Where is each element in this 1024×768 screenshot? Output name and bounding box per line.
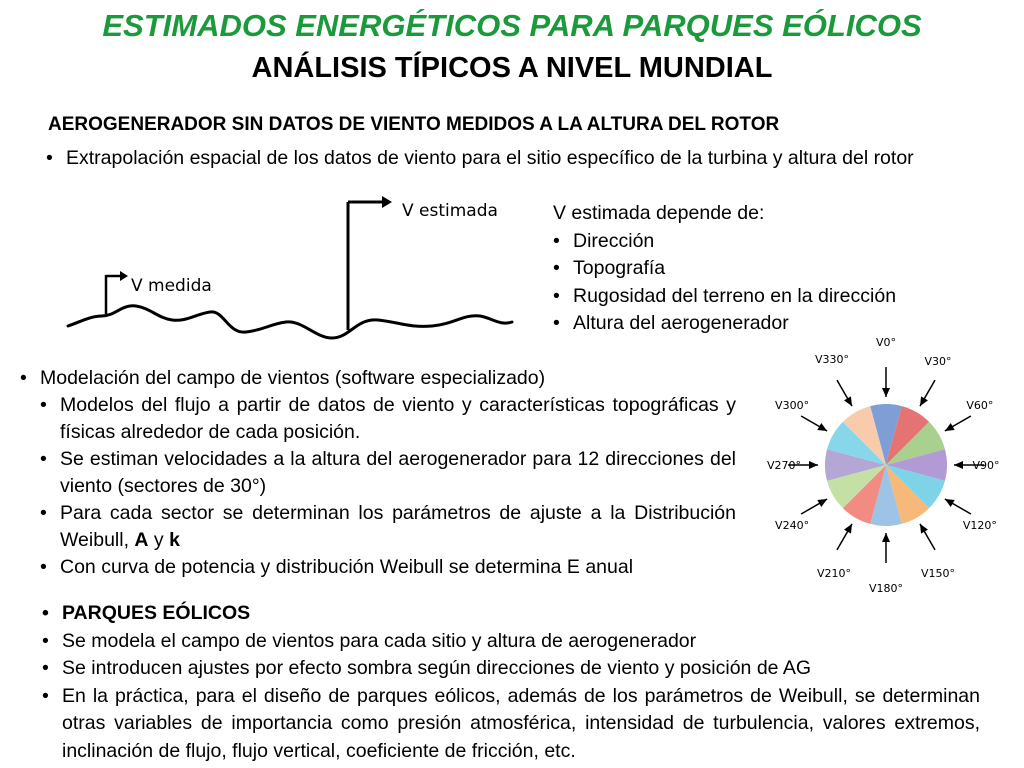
compass-direction-label: V330° [814, 353, 850, 367]
depends-intro: V estimada depende de: [553, 202, 765, 224]
modelacion-sub-bullet: • Se estiman velocidades a la altura del aerogenerador para 12 direcciones del viento (sectores de 30°) [40, 446, 736, 500]
compass-direction-label: V180° [868, 582, 904, 595]
compass-arrow-head [809, 461, 818, 469]
depends-block [553, 200, 896, 338]
parques-list [42, 600, 980, 765]
modelacion-sub-bullet [40, 500, 736, 554]
compass-direction-label: V30° [924, 355, 952, 369]
compass-arrow-head [882, 533, 890, 542]
weibull-param-k: k [169, 529, 180, 551]
page-subtitle: ANÁLISIS TÍPICOS A NIVEL MUNDIAL [251, 52, 773, 84]
compass-direction-label: V270° [766, 459, 802, 472]
modelacion-main-bullet: • Modelación del campo de vientos (software especializado) [20, 365, 736, 392]
compass-direction-label: V150° [920, 566, 956, 580]
depends-item: • Dirección [553, 228, 896, 256]
wind-sector-compass [766, 336, 1020, 595]
v-estimada-label: V estimada [402, 201, 498, 221]
modelacion-sub-bullet: • Modelos del flujo a partir de datos de viento y características topográficas y físicas alrededor de cada posición. [40, 392, 736, 446]
parques-item: • En la práctica, para el diseño de parques eólicos, además de los parámetros de Weibull, se determinan otras variables de importancia como presión atmosférica, intensidad de turbulencia, valores extremos, inclinación de flujo, flujo vertical, coeficiente de fricción, etc. [42, 683, 980, 766]
depends-item: • Rugosidad del terreno en la dirección [553, 283, 896, 311]
compass-arrow-head [882, 388, 890, 397]
parques-item: • Se introducen ajustes por efecto sombra según direcciones de viento y posición de AG [42, 655, 980, 683]
depends-item: • Topografía [553, 255, 896, 283]
compass-sectors [825, 404, 947, 526]
parques-item: • Se modela el campo de vientos para cada sitio y altura de aerogenerador [42, 628, 980, 656]
modelacion-block [20, 365, 736, 581]
depends-list [553, 228, 896, 338]
compass-direction-label: V90° [972, 459, 1000, 472]
parques-heading: • PARQUES EÓLICOS [42, 600, 980, 628]
modelacion-list [20, 365, 736, 392]
compass-arrow-head [954, 461, 963, 469]
compass-direction-label: V60° [966, 399, 994, 412]
compass-direction-label: V210° [816, 566, 852, 580]
v-estimada-arrow-head [382, 196, 392, 208]
modelacion-sub-bullet: • Con curva de potencia y distribución Weibull se determina E anual [40, 554, 736, 581]
section-heading-rotor: AEROGENERADOR SIN DATOS DE VIENTO MEDIDOS A LA ALTURA DEL ROTOR [48, 114, 780, 135]
v-medida-label: V medida [131, 276, 212, 296]
parques-block [42, 600, 980, 765]
v-medida-arrow-head [120, 271, 128, 281]
extrapolation-list [46, 145, 988, 172]
extrapolation-bullet: • Extrapolación espacial de los datos de viento para el sitio específico de la turbina y altura del rotor [46, 145, 988, 172]
depends-item: • Altura del aerogenerador [553, 310, 896, 338]
weibull-param-a: A [134, 529, 149, 551]
terrain-line [68, 306, 512, 338]
compass-direction-label: V300° [775, 399, 810, 412]
compass-direction-label: V240° [775, 519, 810, 532]
compass-direction-label: V120° [962, 519, 997, 532]
weibull-and: y [148, 529, 170, 551]
page-title: ESTIMADOS ENERGÉTICOS PARA PARQUES EÓLICOS [102, 8, 922, 43]
modelacion-sublist [40, 392, 736, 581]
weibull-text: Para cada sector se determinan los parámetros de ajuste a la Distribución Weibull, [60, 502, 736, 551]
compass-direction-label: V0° [875, 336, 897, 349]
